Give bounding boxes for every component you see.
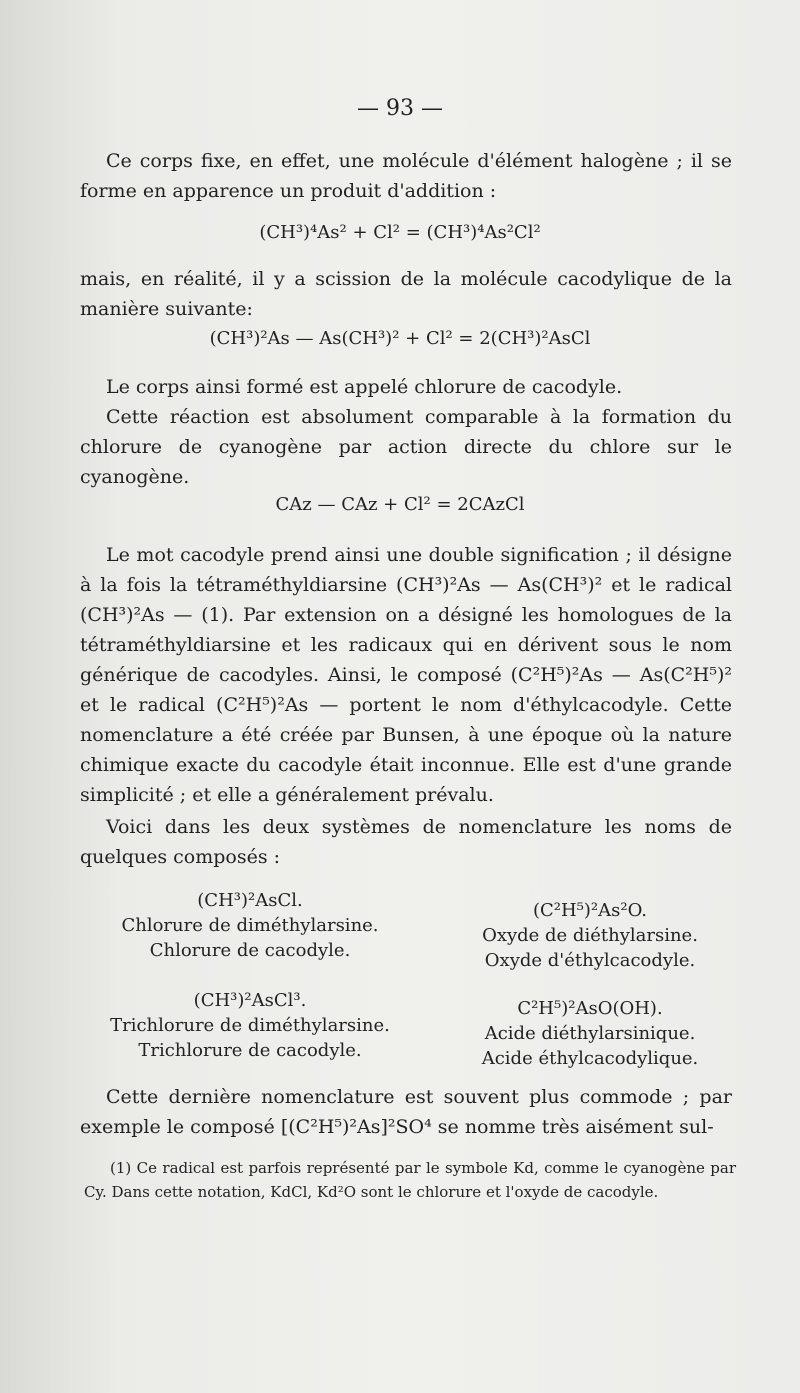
paragraph-text: Le mot cacodyle prend ainsi une double signification ; il désigne à la fois la tétraméthyldiarsine (CH³)²As — As(CH³)² et le radical (CH³)²As — (1). Par extension on a désigné les homologues de la tétraméthyldiarsine et les radicaux qui en dérivent sous le nom générique de cacodyles. Ainsi, le composé (C²H⁵)²As — As(C²H⁵)² et le radical (C²H⁵)²As — portent le nom d'éthylcacodyle. Cette nomenclature a été créée par Bunsen, à une époque où la nature chimique exacte du cacodyle était inconnue. Elle est d'une grande simplicité ; et elle a généralement prévalu. [80, 544, 732, 806]
paragraph-6 [80, 812, 732, 872]
compound-name: Acide éthylcacodylique. [481, 1048, 699, 1069]
compound-name: Trichlorure de cacodyle. [138, 1040, 362, 1061]
page-number: — 93 — [357, 96, 443, 121]
paragraph-4 [80, 402, 732, 492]
paragraph-text: Le corps ainsi formé est appelé chlorure de cacodyle. [106, 376, 623, 398]
paragraph-text: Voici dans les deux systèmes de nomenclature les noms de quelques composés : [80, 816, 732, 868]
compound-block-left-2 [110, 988, 390, 1063]
compound-block-left-1 [110, 888, 390, 963]
compound-name: Chlorure de cacodyle. [149, 940, 351, 961]
paragraph-text: Ce corps fixe, en effet, une molécule d'élément halogène ; il se forme en apparence un produit d'addition : [80, 150, 732, 202]
compound-formula: (CH³)²AsCl. [197, 890, 303, 911]
compound-name: Chlorure de diméthylarsine. [121, 915, 379, 936]
paragraph-7 [80, 1082, 732, 1142]
compound-block-right-1 [450, 898, 730, 973]
paragraph-text: Cette réaction est absolument comparable à la formation du chlorure de cyanogène par action directe du chlore sur le cyanogène. [80, 406, 732, 488]
compound-name: Oxyde d'éthylcacodyle. [484, 950, 696, 971]
paragraph-3 [80, 372, 732, 402]
compound-name: Acide diéthylarsinique. [484, 1023, 696, 1044]
paragraph-text: mais, en réalité, il y a scission de la molécule cacodylique de la manière suivante: [80, 268, 732, 320]
paragraph-text: Cette dernière nomenclature est souvent plus commode ; par exemple le composé [(C²H⁵)²As]²SO⁴ se nomme très aisément sul- [80, 1086, 732, 1138]
footnote [84, 1156, 736, 1204]
paragraph-5 [80, 540, 732, 810]
compound-block-right-2 [450, 996, 730, 1071]
compound-name: Oxyde de diéthylarsine. [482, 925, 698, 946]
footnote-text: (1) Ce radical est parfois représenté par le symbole Kd, comme le cyanogène par Cy. Dans cette notation, KdCl, Kd²O sont le chlorure et l'oxyde de cacodyle. [84, 1159, 736, 1201]
compound-formula: C²H⁵)²AsO(OH). [517, 998, 663, 1019]
formula-addition: (CH³)⁴As² + Cl² = (CH³)⁴As²Cl² [259, 222, 541, 243]
compound-name: Trichlorure de diméthylarsine. [110, 1015, 390, 1036]
formula-cyanogen: CAz — CAz + Cl² = 2CAzCl [275, 494, 525, 515]
compound-formula: (CH³)²AsCl³. [193, 990, 307, 1011]
compound-formula: (C²H⁵)²As²O. [532, 900, 648, 921]
formula-scission: (CH³)²As — As(CH³)² + Cl² = 2(CH³)²AsCl [209, 328, 591, 349]
paragraph-1 [80, 146, 732, 206]
paragraph-2 [80, 264, 732, 324]
